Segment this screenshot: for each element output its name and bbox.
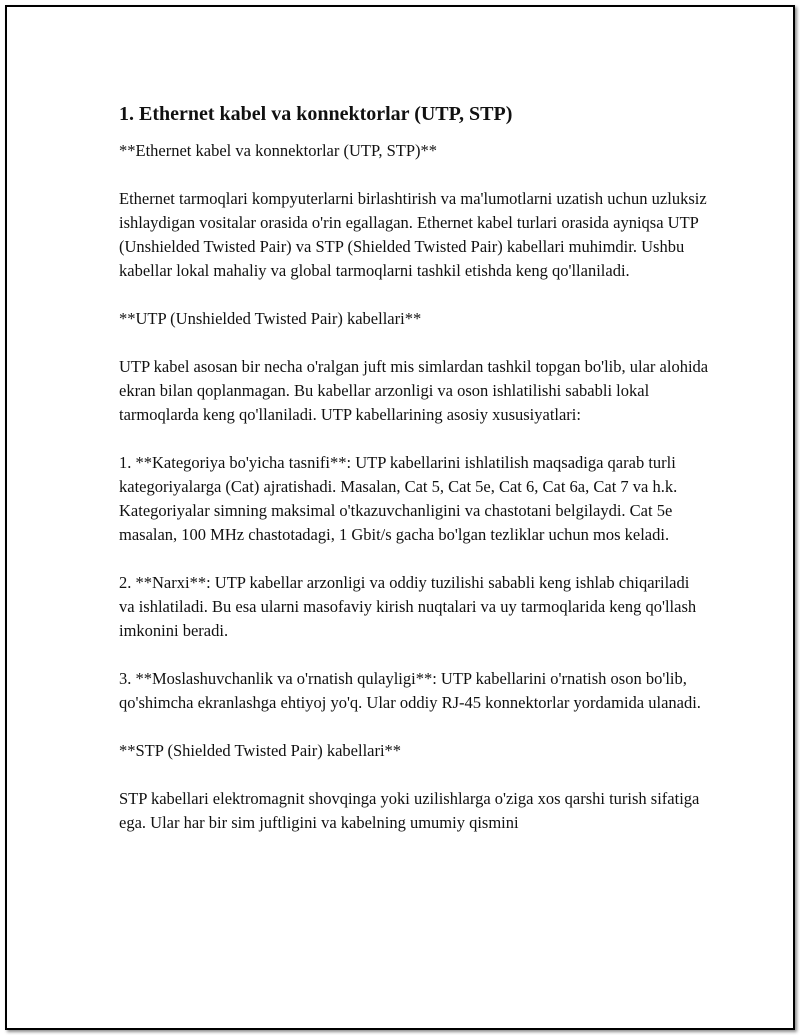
subheading-stp: **STP (Shielded Twisted Pair) kabellari** [119, 741, 402, 760]
stp-paragraph: STP kabellari elektromagnit shovqinga yoki uzilishlarga o'ziga xos qarshi turish sifatiga ega. Ular har bir sim juftligini va kabelning umumiy qismini [119, 789, 700, 832]
intro-paragraph: Ethernet tarmoqlari kompyuterlarni birlashtirish va ma'lumotlarni uzatish uchun uzluksiz ishlaydigan vositalar orasida o'rin egallagan. Ethernet kabel turlari orasida ayniqsa UTP (Unshielded Twisted Pair) va STP (Shielded Twisted Pair) kabellari muhimdir. Ushbu kabellar lokal mahaliy va global tarmoqlarni tashkil etishda keng qo'llaniladi. [119, 189, 707, 280]
subheading-utp: **UTP (Unshielded Twisted Pair) kabellari** [119, 309, 422, 328]
subheading-ethernet: **Ethernet kabel va konnektorlar (UTP, STP)** [119, 141, 438, 160]
list-item-price: 2. **Narxi**: UTP kabellar arzonligi va oddiy tuzilishi sababli keng ishlab chiqariladi va ishlatiladi. Bu esa ularni masofaviy kirish nuqtalari va uy tarmoqlarida keng qo'llash imkonini beradi. [119, 573, 697, 640]
list-item-installation: 3. **Moslashuvchanlik va o'rnatish qulayligi**: UTP kabellarini o'rnatish oson bo'lib, qo'shimcha ekranlashga ehtiyoj yo'q. Ular oddiy RJ-45 konnektorlar yordamida ulanadi. [119, 669, 701, 712]
document-page [5, 5, 795, 1030]
utp-paragraph: UTP kabel asosan bir necha o'ralgan juft mis simlardan tashkil topgan bo'lib, ular alohida ekran bilan qoplanmagan. Bu kabellar arzonligi va oson ishlatilishi sababli lokal tarmoqlarda keng qo'llaniladi. UTP kabellarining asosiy xususiyatlari: [119, 357, 709, 424]
list-item-category: 1. **Kategoriya bo'yicha tasnifi**: UTP kabellarini ishlatilish maqsadiga qarab turli kategoriyalarga (Cat) ajratishadi. Masalan, Cat 5, Cat 5e, Cat 6, Cat 6a, Cat 7 va h.k. Kategoriyalar simning maksimal o'tkazuvchanligini va chastotani belgilaydi. Cat 5e masalan, 100 MHz chastotadagi, 1 Gbit/s gacha bo'lgan tezliklar uchun mos keladi. [119, 453, 678, 544]
document-content [119, 101, 709, 859]
section-heading: 1. Ethernet kabel va konnektorlar (UTP, STP) [119, 103, 513, 125]
